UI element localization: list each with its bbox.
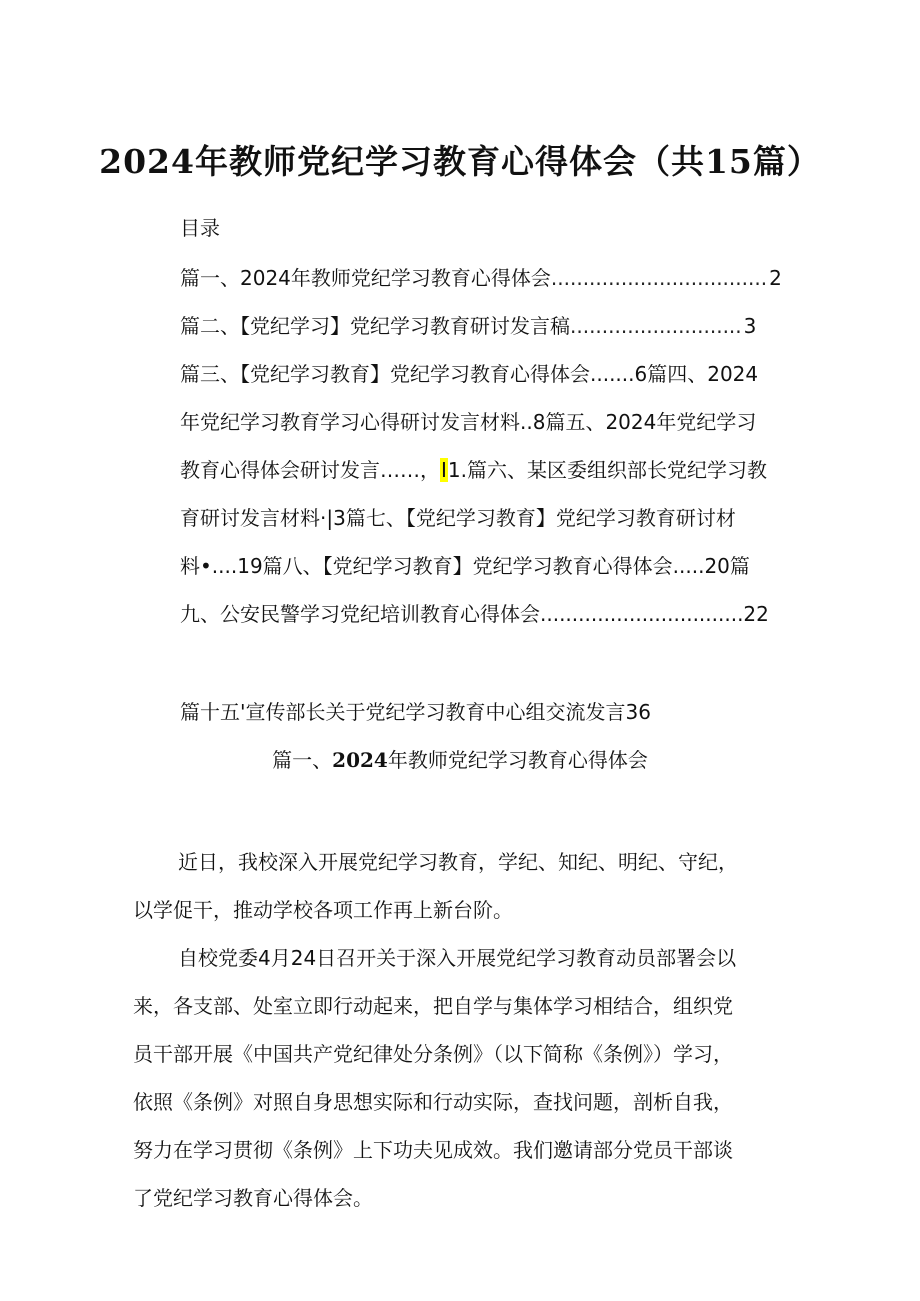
body-line: 来，各支部、处室立即行动起来，把自学与集体学习相结合，组织党 — [133, 994, 733, 1018]
toc-entry-text: 篇一、2024年教师党纪学习教育心得体会 — [180, 266, 551, 290]
section-heading — [0, 744, 920, 773]
section-year: 2024 — [332, 748, 388, 772]
toc-entry-text: 篇二、【党纪学习】党纪学习教育研讨发言稿 — [180, 314, 570, 338]
body-line: 自校党委4月24日召开关于深入开展党纪学习教育动员部署会以 — [178, 946, 737, 970]
toc-heading: 目录 — [180, 216, 220, 240]
toc-dot-leader: ........................... — [570, 314, 742, 338]
section-prefix: 篇一、 — [272, 748, 333, 772]
document-title: 2024年教师党纪学习教育心得体会（共15篇） — [99, 142, 821, 181]
body-line: 以学促干，推动学校各项工作再上新台阶。 — [133, 898, 513, 922]
toc-last-entry: 篇十五'宣传部长关于党纪学习教育中心组交流发言36 — [180, 700, 651, 724]
body-line: 近日，我校深入开展党纪学习教育，学纪、知纪、明纪、守纪， — [178, 850, 738, 874]
toc-run-line — [180, 454, 767, 483]
toc-run-line: 育研讨发言材料·|3篇七、【党纪学习教育】党纪学习教育研讨材 — [180, 506, 736, 530]
toc-run-line: 料•....19篇八、【党纪学习教育】党纪学习教育心得体会.....20篇 — [180, 554, 750, 578]
toc-page-number: 2 — [769, 266, 782, 290]
toc-page-number: 3 — [743, 314, 757, 338]
toc-run-line: 篇三、【党纪学习教育】党纪学习教育心得体会.......6篇四、2024 — [180, 362, 759, 386]
toc-run-text: 1.篇六、某区委组织部长党纪学习教 — [447, 458, 767, 482]
toc-run-line: 九、公安民警学习党纪培训教育心得体会................................22 — [180, 602, 769, 626]
body-line: 努力在学习贯彻《条例》上下功夫见成效。我们邀请部分党员干部谈 — [133, 1138, 733, 1162]
toc-dot-leader: .................................. — [550, 266, 768, 290]
body-line: 了党纪学习教育心得体会。 — [133, 1186, 373, 1210]
body-line: 员干部开展《中国共产党纪律处分条例》（以下简称《条例》）学习， — [133, 1042, 733, 1066]
section-title: 年教师党纪学习教育心得体会 — [387, 748, 648, 772]
highlighted-glyph: I — [441, 458, 447, 482]
body-line: 依照《条例》对照自身思想实际和行动实际，查找问题，剖析自我， — [133, 1090, 733, 1114]
toc-entry[interactable] — [180, 262, 782, 291]
toc-run-text: 教育心得体会研讨发言……， — [180, 458, 440, 482]
toc-run-line: 年党纪学习教育学习心得研讨发言材料..8篇五、2024年党纪学习 — [180, 410, 757, 434]
toc-entry[interactable] — [180, 310, 756, 339]
